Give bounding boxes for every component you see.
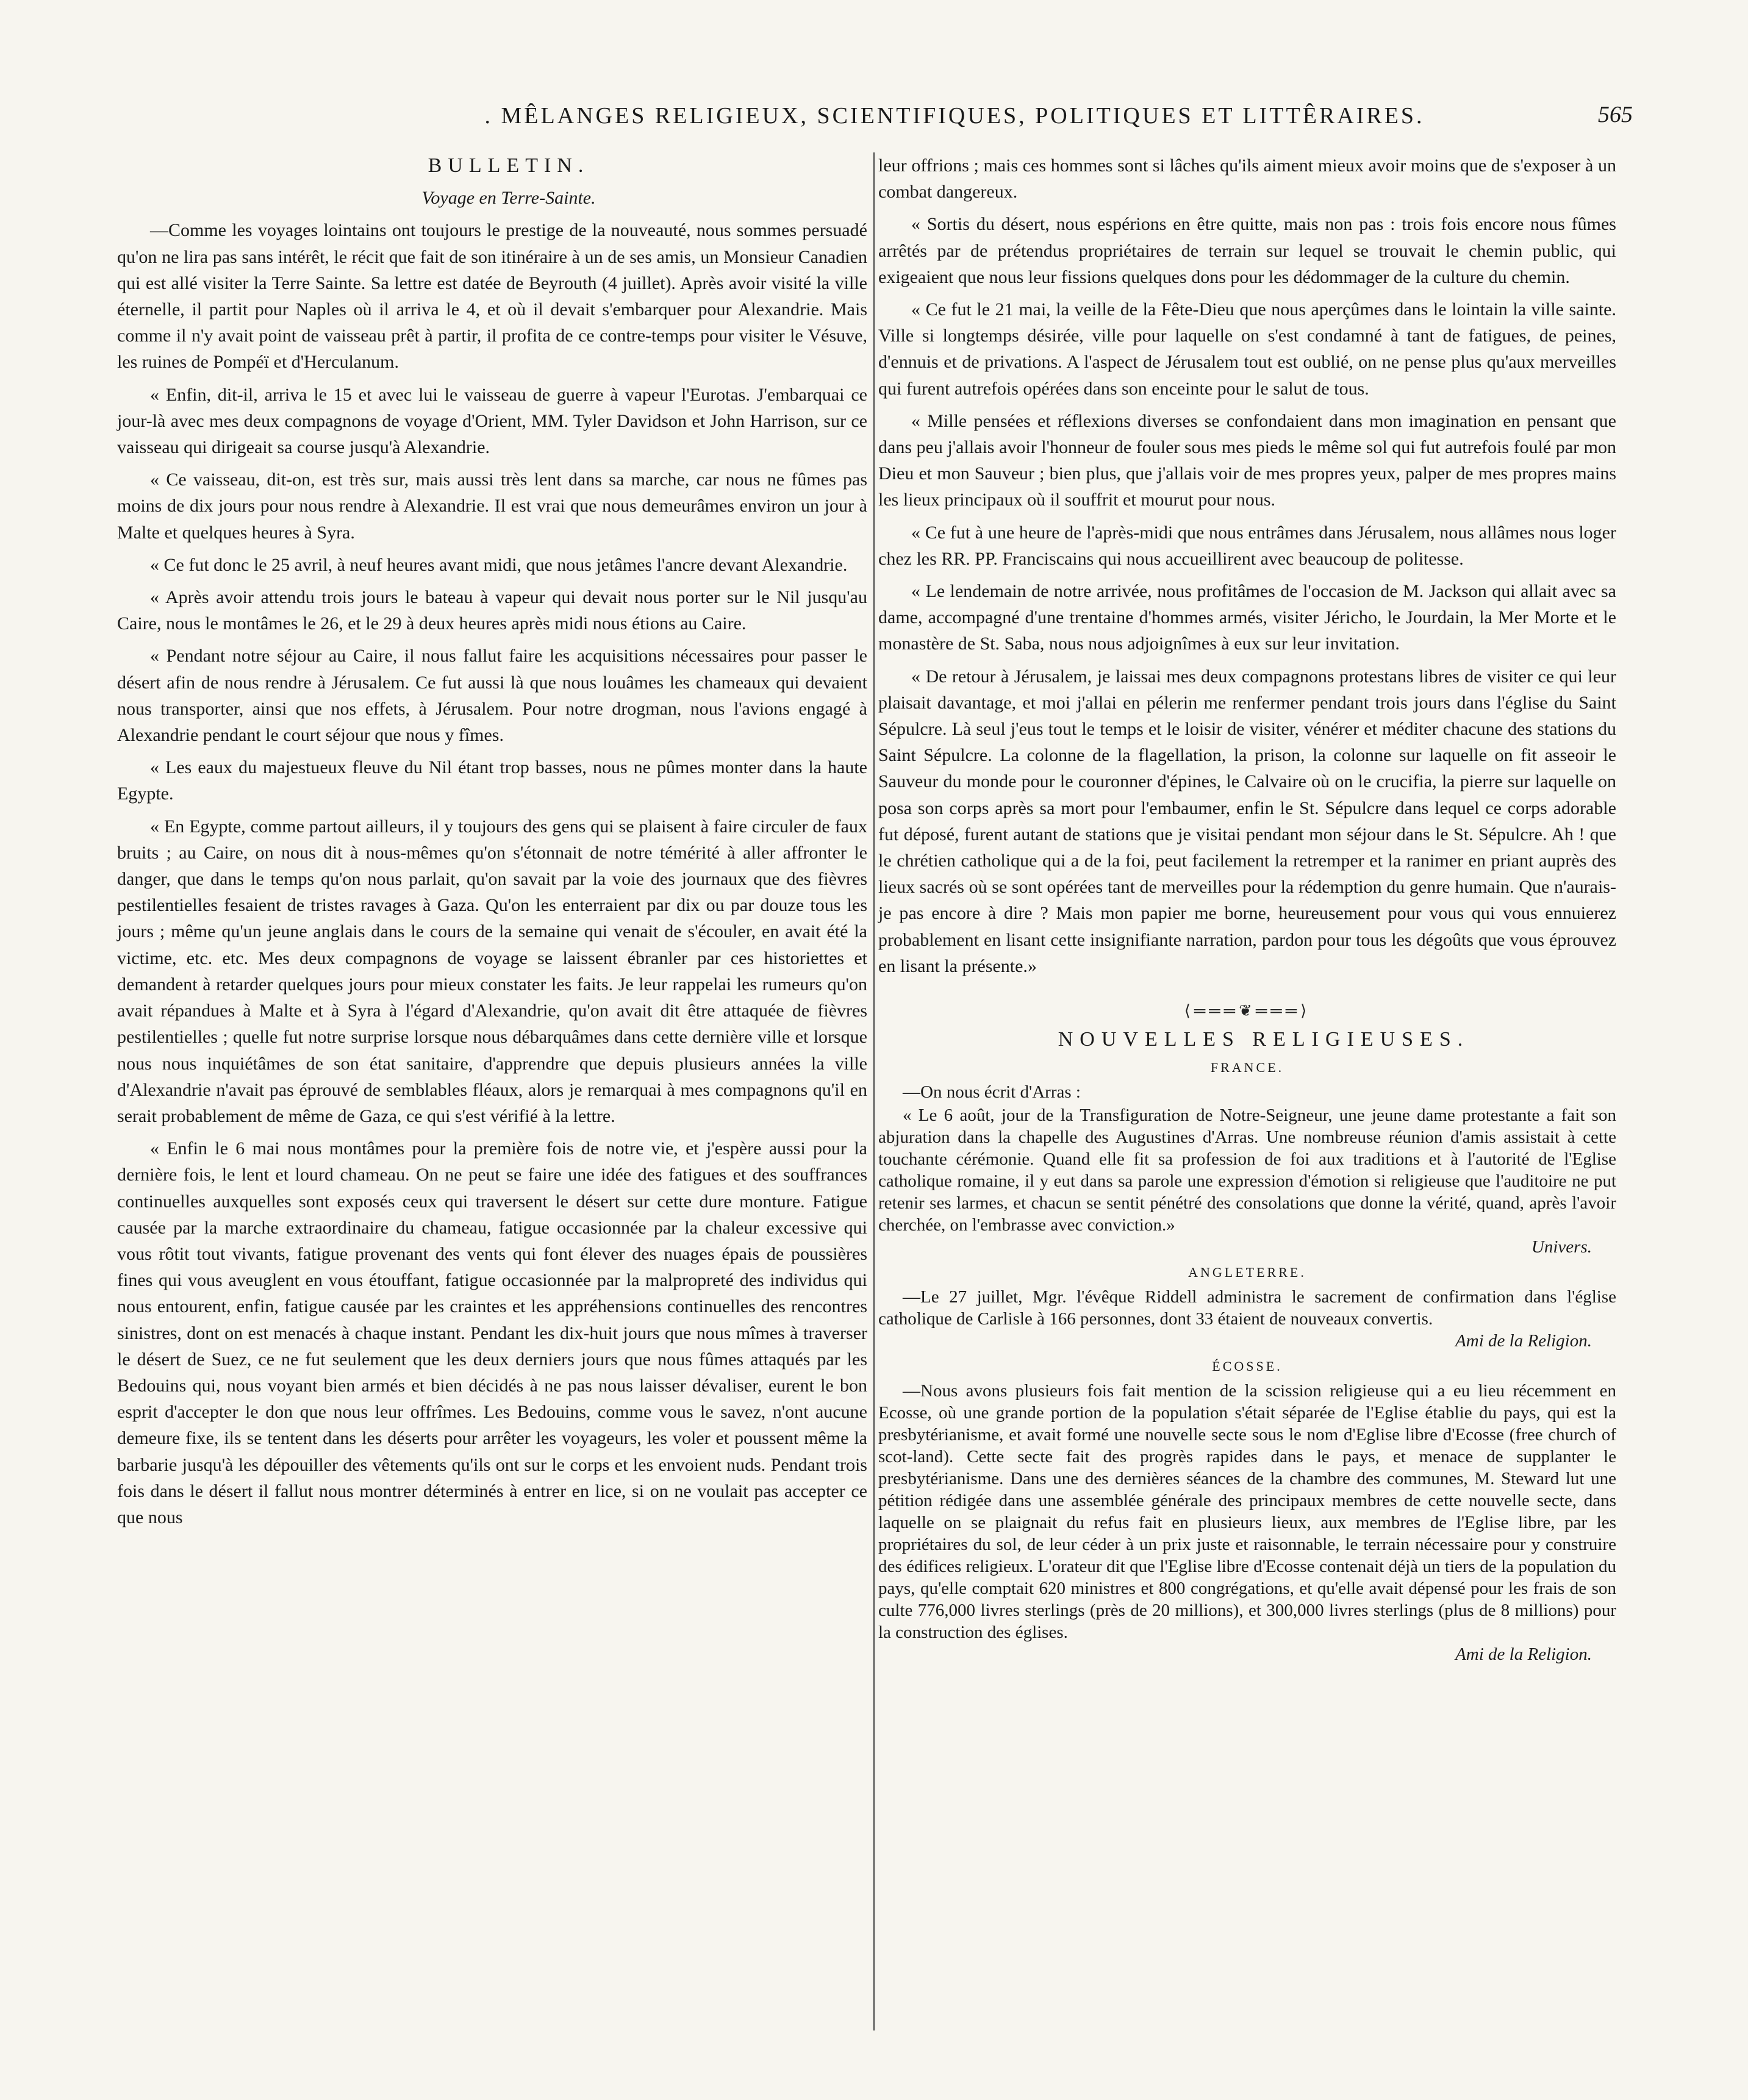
news-source: Univers. (1531, 1237, 1592, 1257)
news-section-title: NOUVELLES RELIGIEUSES. (1058, 1028, 1470, 1051)
paragraph: « Ce fut à une heure de l'après-midi que nous entrâmes dans Jérusalem, nous allâmes nous loger chez les RR. PP. Franciscains qui nous accueillirent avec beaucoup de politesse. (878, 522, 1616, 569)
paragraph: « Ce fut le 21 mai, la veille de la Fête-Dieu que nous aperçûmes dans le lointain la ville sainte. Ville si longtemps désirée, ville pour laquelle on s'est condamné à tant de fatigues, de peines, d'ennuis et de privations. A l'aspect de Jérusalem tout est oublié, on ne pense plus qu'aux merveilles qui furent autrefois opérées dans son enceinte pour le salut de tous. (878, 299, 1616, 399)
paragraph: « Ce fut donc le 25 avril, à neuf heures avant midi, que nous jetâmes l'ancre devant Alexandrie. (150, 554, 848, 575)
country-heading: FRANCE. (1210, 1059, 1284, 1075)
paragraph: « Enfin, dit-il, arriva le 15 et avec lui le vaisseau de guerre à vapeur l'Eurotas. J'embarquai ce jour-là avec mes deux compagnons de voyage d'Orient, MM. Tyler Davidson et John Harrison, sur ce vaisseau qui dirigeait sa course jusqu'à Alexandrie. (117, 384, 867, 458)
left-column (117, 152, 867, 1530)
news-text: « Le 6 août, jour de la Transfiguration de Notre-Seigneur, une jeune dame protestante a fait son abjuration dans la chapelle des Augustines d'Arras. Une nombreuse réunion d'amis assistait à cette touchante cérémonie. Quand elle fit sa profession de foi aux traditions et à l'autorité de l'Eglise catholique romaine, il y eut dans sa parole une expression d'émotion si religieuse que l'auditoire ne put retenir ses larmes, et chacun se sentit pénétré des consolations que donne la vérité, quand, après l'avoir cherchée, on l'embrasse avec conviction.» (878, 1105, 1616, 1235)
paragraph: « Sortis du désert, nous espérions en être quitte, mais non pas : trois fois encore nous fûmes arrêtés par de prétendus propriétaires de terrain sur lequel se trouvait le chemin public, qui exigeaient que nous leur fissions quelques dons pour les dédommager de la culture du chemin. (878, 214, 1616, 287)
paragraph: « Le lendemain de notre arrivée, nous profitâmes de l'occasion de M. Jackson qui allait avec sa dame, accompagné d'une trentaine d'hommes armés, visiter Jéricho, le Jourdain, la Mer Morte et le monastère de St. Saba, nous nous adjoignîmes à eux sur leur invitation. (878, 581, 1616, 654)
paragraph: « Enfin le 6 mai nous montâmes pour la première fois de notre vie, et j'espère aussi pour la dernière fois, le lent et lourd chameau. On ne peut se faire une idée des fatigues et des souffrances continuelles auxquelles sont exposés ceux qui traversent le désert sur cette dure monture. Fatigue causée par la marche extraordinaire du chameau, fatigue occasionnée par la chaleur excessive qui vous rôtit tout vivants, fatigue provenant des vents qui font élever des nuages épais de poussières fines qui vous aveuglent en vous étouffant, fatigue occasionnée par la malpropreté des individus qui nous entourent, enfin, fatigue causée par les craintes et les appréhensions continuelles des rencontres sinistres, dont on est menacés à chaque instant. Pendant les dix-huit jours que nous mîmes à traverser le désert de Suez, ce ne fut seulement que les deux derniers jours que nous fûmes attaqués par les Bedouins qui, nous voyant bien armés et bien décidés à ne pas nous laisser dévaliser, eurent le bon esprit d'accepter le don que nous leur offrîmes. Les Bedouins, comme vous le savez, n'ont aucune demeure fixe, ils se tentent dans les déserts pour arrêter les voyageurs, les voler et poussent même la barbarie jusqu'à les dépouiller des vêtements qu'ils ont sur le corps et les envoient nuds. Pendant trois fois dans le désert il fallut nous montrer déterminés à entrer en lice, si on ne voulait pas accepter ce que nous (117, 1138, 867, 1527)
ornament-divider-icon: ⟨═══❦═══⟩ (1184, 1002, 1311, 1020)
news-text: —Nous avons plusieurs fois fait mention de la scission religieuse qui a eu lieu récemment en Ecosse, où une grande portion de la population s'était séparée de l'Eglise établie du pays, qui est la presbytérianisme, et avait formé une nouvelle secte sous le nom d'Eglise libre d'Ecosse (free church of scot-land). Cette secte fait des progrès rapides dans le pays, et menace de supplanter le presbytérianisme. Dans une des dernières séances de la chambre des communes, M. Steward lut une pétition rédigée dans une assemblée générale des principaux membres de cette nouvelle secte, dans laquelle on se plaignait du refus fait en plusieurs lieux, aux membres de l'Eglise libre, par les propriétaires du sol, de leur céder à un prix juste et raisonnable, le terrain nécessaire pour y construire des édifices religieux. L'orateur dit que l'Eglise libre d'Ecosse contenait déjà un tiers de la population du pays, qu'elle comptait 620 ministres et 800 congrégations, et qu'elle avait dépensé pour les frais de son culte 776,000 livres sterlings (près de 20 millions), et 300,000 livres sterlings (plus de 8 millions) pour la construction des églises. (878, 1380, 1616, 1642)
bulletin-subtitle: Voyage en Terre-Sainte. (421, 188, 596, 209)
paragraph: « De retour à Jérusalem, je laissai mes deux compagnons protestans libres de visiter ce qui leur plaisait davantage, et moi j'allai en pélerin me renfermer pendant trois jours dans l'église du Saint Sépulcre. Là seul j'eus tout le temps et le loisir de visiter, vénérer et méditer chacune des stations du Saint Sépulcre. La colonne de la flagellation, la prison, la colonne sur laquelle on fit asseoir le Sauveur du monde pour le couronner d'épines, le Calvaire où on le crucifia, la pierre sur laquelle on posa son corps après sa mort pour l'embaumer, enfin le St. Sépulcre dans lequel ce corps adorable fut déposé, furent autant de stations que je visitai pendant mon séjour dans le St. Sépulcre. Ah ! que le chrétien catholique qui a de la foi, peut facilement la retremper et la ranimer en priant auprès des lieux sacrés où se sont opérées tant de merveilles pour la rédemption du genre humain. Que n'aurais-je pas encore à dire ? Mais mon papier me borne, heureusement pour vous qui vous ennuierez probablement en lisant cette insignifiante narration, pardon pour tous les dégoûts que vous éprouvez en lisant la présente.» (878, 666, 1616, 976)
bulletin-title: BULLETIN. (428, 154, 590, 177)
news-intro: —On nous écrit d'Arras : (903, 1082, 1081, 1102)
paragraph: « Après avoir attendu trois jours le bateau à vapeur qui devait nous porter sur le Nil jusqu'au Caire, nous le montâmes le 26, et le 29 à deux heures après midi nous étions au Caire. (117, 587, 867, 634)
news-source: Ami de la Religion. (1455, 1330, 1592, 1351)
column-divider (873, 152, 875, 2030)
right-column (878, 152, 1616, 1665)
paragraph: leur offrions ; mais ces hommes sont si lâches qu'ils aiment mieux avoir moins que de s'exposer à un combat dangereux. (878, 155, 1616, 202)
paragraph: « Ce vaisseau, dit-on, est très sur, mais aussi très lent dans sa marche, car nous ne fûmes pas moins de dix jours pour nous rendre à Alexandrie. Il est vrai que nous demeurâmes environ un jour à Malte et quelques heures à Syra. (117, 470, 867, 543)
paragraph: « Les eaux du majestueux fleuve du Nil étant trop basses, nous ne pûmes monter dans la haute Egypte. (117, 757, 867, 804)
news-source: Ami de la Religion. (1455, 1644, 1592, 1664)
news-items (878, 1057, 1616, 1665)
country-heading: ÉCOSSE. (1212, 1358, 1283, 1374)
paragraph: « En Egypte, comme partout ailleurs, il y toujours des gens qui se plaisent à faire circuler de faux bruits ; au Caire, on nous dit à nous-mêmes qu'on s'étonnait de notre témérité à aller affronter le danger, que dans le temps qu'on nous parlait, qu'on savait par la voie des journaux que des fièvres pestilentielles fesaient de tristes ravages à Gaza. Qu'on les enterraient par dix ou par douze tous les jours ; même qu'un jeune anglais dans le cours de la semaine qui venait de s'écouler, en avait été la victime, etc. etc. Mes deux compagnons de voyage se laissent ébranler par ces historiettes et demandent à retarder quelques jours pour mieux constater les faits. Je leur rappelai les rumeurs qu'on avait répandues à Malte et à Syra à l'égard d'Alexandrie, qu'on avait dit être attaquée de fièvres pestilentielles ; quelle fut notre surprise lorsque nous débarquâmes dans cette dernière ville et lorsque nous nous inquiétâmes de son état sanitaire, d'apprendre que depuis plusieurs années la ville d'Alexandrie n'avait pas éprouvé de semblables fléaux, alors je remarquai à mes compagnons qu'il en serait probablement de même de Gaza, ce qui s'est vérifié à la lettre. (117, 816, 867, 1126)
running-header: . MÊLANGES RELIGIEUX, SCIENTIFIQUES, POLITIQUES ET LITTÊRAIRES. (484, 103, 1425, 129)
news-text: —Le 27 juillet, Mgr. l'évêque Riddell administra le sacrement de confirmation dans l'église catholique de Carlisle à 166 personnes, dont 33 étaient de nouveaux convertis. (878, 1287, 1616, 1329)
page-number: 565 (1598, 102, 1633, 127)
paragraph: « Mille pensées et réflexions diverses se confondaient dans mon imagination en pensant que dans peu j'allais avoir l'honneur de fouler sous mes pieds le même sol qui fut autrefois foulé par mon Dieu et mon Sauveur ; bien plus, que j'allais voir de mes propres yeux, palper de mes propres mains les lieux principaux où il souffrit et mourut pour nous. (878, 410, 1616, 510)
country-heading: ANGLETERRE. (1188, 1264, 1306, 1280)
paragraph: « Pendant notre séjour au Caire, il nous fallut faire les acquisitions nécessaires pour passer le désert afin de nous rendre à Jérusalem. Ce fut aussi là que nous louâmes les chameaux qui devaient nous transporter, ainsi que nos effets, à Jérusalem. Pour notre drogman, nous l'avions engagé à Alexandrie pendant le court séjour que nous y fîmes. (117, 646, 867, 746)
paragraph: —Comme les voyages lointains ont toujours le prestige de la nouveauté, nous sommes persuadé qu'on ne lira pas sans intérêt, le récit que fait de son itinéraire à un de ses amis, un Monsieur Canadien qui est allé visiter la Terre Sainte. Sa lettre est datée de Beyrouth (4 juillet). Après avoir visité la ville éternelle, il partit pour Naples où il arriva le 4, et où il devait s'embarquer pour Alexandrie. Mais comme il n'y avait point de vaisseau prêt à partir, il profita de ce contre-temps pour visiter le Vésuve, les ruines de Pompéï et d'Herculanum. (117, 220, 867, 373)
